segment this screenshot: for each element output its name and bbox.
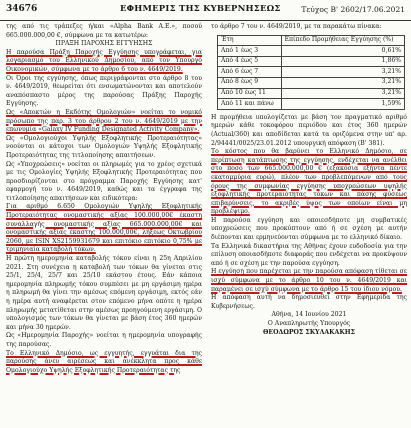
paragraph-publication: Η απόφαση αυτή να δημοσιευθεί στην Εφημερίδα της Κυβερνήσεως.: [211, 294, 407, 310]
paragraph-obligations: Ως «Υποχρεώσεις» νοείται οι πληρωμές για το χρέος σχετικά με τις Ομολογίες Υψηλής Εξοφλητικής Προτεραιότητας που προσδιορίζονται στο πρόγραμμα Παροχής Εγγύησης κατ' εφαρμογή του ν. 4649/2019, καθώς και τα έγγραφα της τιτλοποίησης απαιτήσεων και ειδικότερα:: [6, 160, 202, 202]
table-cell-fee: 1,86%: [281, 56, 404, 67]
table-cell-years: Από 6 έως 7: [218, 67, 282, 78]
table-cell-years: Από 4 έως 5: [218, 56, 282, 67]
gazette-header: [0, 0, 411, 21]
paragraph-noteholders: Ως «Ομολογιούχοι Υψηλής Εξοφλητικής Προτεραιότητας» νοούνται οι κάτοχοι των Ομολογιών Υψηλής Εξοφλητικής Προτεραιότητας της τιτλοποίησης απαιτήσεων.: [6, 134, 202, 159]
paragraph-guarantor: Το Ελληνικό Δημόσιο, ως εγγυητής, εγγυάται δια της παρούσης άνευ αιρέσεως και ανέκκλητα προς κάθε Ομολογιούχο Υψηλής Εξοφλητικής Προτεραιότητας της: [6, 349, 202, 374]
paragraph-signing: Η παρούσα Πράξη Παροχής Εγγύησης υπογράφεται, για λογαριασμό του Ελληνικού Δημοσίου, από τον Υπουργό Οικονομικών, σύμφωνα με το άρθρο 6 του ν. 4649/2019.: [6, 48, 202, 73]
table-cell-fee: 3,21%: [281, 88, 404, 99]
paragraph-jurisdiction: Τα Ελληνικά δικαστήρια της Αθήνας έχουν ευδοδοσία για την επίλυση οποιασδήποτε διαφοράς που ενδέχεται να προκύψουν από ή σε σχέση με την παρούσα εγγύηση.: [211, 242, 407, 267]
paragraph-notes-details: Για αριθμό 6.650 Ομολογιών Υψηλής Εξοφλητικής Προτεραιότητας ονομαστικής αξίας 100.000,00€ έκαστη συναλλαγής ονομαστικής αξίας 665.000.000,00€ και ονομαστικής αξίας έκαστης 100.000,00€, λήξεως Οκτωβρίου 2060, με ISIN XS2159931679 και επιτόκιο επιτόκιο 0,75% με τριμηνιαία καταβολή τόκων.: [6, 203, 202, 254]
paragraph-governing-law: Η παρούσα εγγύηση και οποιεσδήποτε μη συμβατικές υποχρεώσεις που προκύπτουν από ή σε σχέση με αυτήν διέπονται και ερμηνεύονται σύμφωνα με το ελληνικό δίκαιο.: [211, 216, 407, 242]
table-cell-fee: 0,61%: [281, 46, 404, 57]
paragraph-interest-dates: Η πρώτη ημερομηνία καταβολής τόκου είναι η 25η Απριλίου 2021. Στη συνέχεια η καταβολή των τόκων θα γίνεται στις 25/1, 25/4, 25/7 και 25/10 εκάστου έτους. Εάν κάποια ημερομηνία πληρωμής τόκου συμπέσει με μη εργάσιμη ημέρα η πληρωμή θα γίνει την αμέσως επόμενη εργάσιμη, εκτός εάν η ημέρα αυτή αναφέρεται στον επόμενο μήνα οπότε η ημέρα πληρωμής μετατίθεται στην αμέσως προηγούμενη εργάσιμη. Ο υπολογισμός των τόκων θα γίνεται με βάση έτος 360 ημερών και μήνα 30 ημερών.: [6, 255, 202, 331]
table-cell-years: Από 8 έως 9: [218, 77, 282, 88]
paragraph-issue-date: Ως «Ημερομηνία Παροχής» νοείται η ημερομηνία υπογραφής της παρούσας.: [6, 332, 202, 348]
table-row: [218, 77, 405, 88]
date-place: Αθήνα, 14 Ιουνίου 2021: [271, 311, 347, 319]
table-header-row: [218, 35, 405, 46]
table-cell-fee: 1,59%: [281, 99, 404, 110]
section-title: ΠΡΑΞΗ ΠΑΡΟΧΗΣ ΕΓΓΥΗΣΗΣ: [55, 40, 153, 48]
table-intro: το άρθρο 7 του ν. 4649/2019, με τα παρακάτω πίνακα:: [211, 23, 382, 30]
table-header-years: Έτη: [218, 35, 282, 46]
signature-block: [211, 311, 407, 337]
paragraph-terms: Οι Όροι της εγγύησης, όπως περιγράφονται στο άρθρο 8 του ν. 4649/2019, θεωρείται ότι ενσωματώνονται και αποτελούν αναπόσπαστο μέρος της παρούσας Πράξης Παροχής Εγγύησης.: [6, 74, 202, 108]
table-row: [218, 88, 405, 99]
table-cell-years: Από 10 έως 11: [218, 88, 282, 99]
table-cell-years: Από 1 έως 3: [218, 46, 282, 57]
right-column: [211, 23, 407, 337]
left-column: [6, 23, 202, 375]
paragraph-effectiveness: Η εγγύηση που παρέχεται με την παρούσα απόφαση τίθεται σε ισχύ σύμφωνα με το άρθρο 10 του ν. 4649/2019 και παραμένει σε ισχύ σύμφωνα με το άρθρο 15 του ίδιου νόμου.: [211, 268, 407, 293]
signatory-role: Ο Αναπληρωτής Υπουργός: [267, 320, 351, 327]
paragraph-cost: Το κόστος που θα βαρύνει το Ελληνικό Δημόσιο, σε περίπτωση κατάπτωσης της εγγύησης, ενδέχεται να ανέλθει στο ποσό των 665.000.000,00 € (εξακόσια εξήντα πέντε εκατομμύρια ευρώ), πλέον των προβλεπόμενων από τους όρους της συμφωνίας εγγύησης υποχρεώσεων υψηλής εξοφλητικής προτεραιότητας τόκων και πάσης φύσεως επιβαρύνσεις, το ακριβές ύψος των οποίων είναι μη προβλέψιμο.: [211, 148, 407, 216]
table-cell-fee: 3,21%: [281, 67, 404, 78]
fee-table: [217, 35, 405, 110]
intro-text: της από τις τράπεζες ή/και «Alpha Bank A.E.», ποσού 665.000.000,00 €, σύμφωνα με τα κατωτέρω:: [6, 23, 202, 39]
table-cell-years: Από 11 και πάνω: [218, 99, 282, 110]
table-row: [218, 99, 405, 110]
table-cell-fee: 3,21%: [281, 77, 404, 88]
signatory-name: ΘΕΟΔΩΡΟΣ ΣΚΥΛΑΚΑΚΗΣ: [263, 328, 355, 336]
paragraph-issuer: Ως «Αποκτών η Εκδότης Ομολογιών» νοείται το νομικό πρόσωπο της παρ. 3 του άρθρου 2 του ν. 4649/2019 με την επωνυμία «Galaxy IV Funding Designated Activity Company».: [6, 108, 202, 134]
issue-info: Τεύχος Β' 2602/17.06.2021: [301, 5, 405, 14]
table-header-fee: Επίπεδο Προμήθειας Εγγύησης (%): [281, 35, 404, 46]
table-row: [218, 56, 405, 67]
table-row: [218, 46, 405, 57]
page-number: 34676: [6, 4, 38, 14]
table-row: [218, 67, 405, 78]
paragraph-fee-calculation: Η προμήθεια υπολογίζεται με βάση τον πραγματικό αριθμό ημερών κάθε τοκοφόρου περιόδου και έτος 360 ημερών (Actual/360) και αποδίδεται κατά τα οριζόμενα στην υπ' αρ. 2/94441/0025/23.01.2012 υπουργική απόφαση (Β' 381).: [211, 113, 407, 147]
gazette-title: ΕΦΗΜΕΡΙΣ ΤΗΣ ΚΥΒΕΡΝΗΣΕΩΣ: [120, 4, 281, 14]
